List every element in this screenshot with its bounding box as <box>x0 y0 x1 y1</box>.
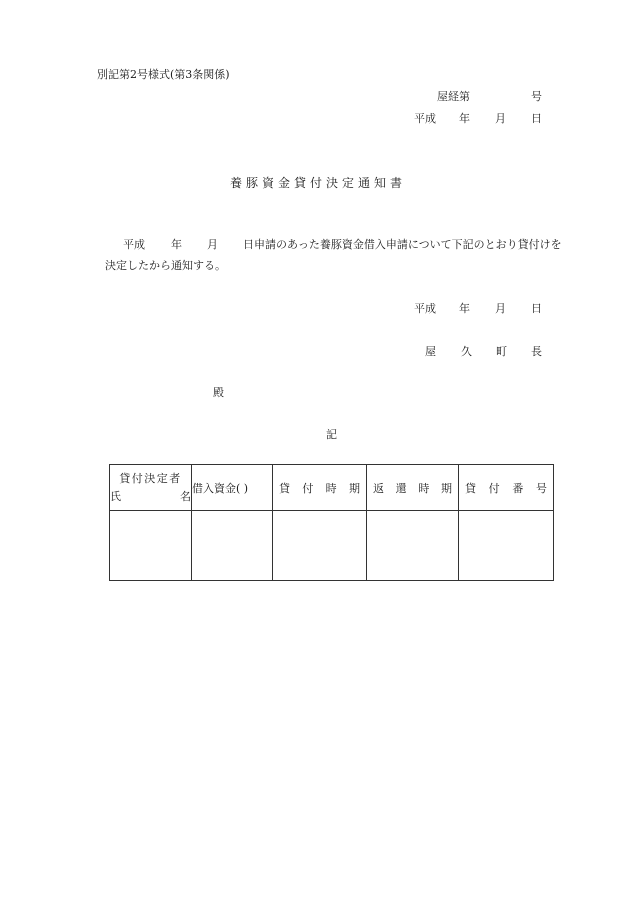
cell-loan-amount <box>192 511 273 581</box>
header-name-mei: 名 <box>180 489 191 503</box>
header-loan-no-char: 番 <box>512 481 524 495</box>
loan-decision-table <box>109 464 554 581</box>
body-text <box>105 234 565 276</box>
document-number-suffix: 号 <box>531 90 542 103</box>
header-loan-no-char: 号 <box>535 481 547 495</box>
header-name-shi: 氏 <box>110 489 121 503</box>
issue-date-year: 年 <box>459 302 470 315</box>
header-loan-number <box>459 465 554 511</box>
header-borrower-name-line2 <box>110 488 191 506</box>
header-date <box>0 110 630 124</box>
issuer-char-2: 久 <box>461 345 472 358</box>
body-text-main: 日申請のあった養豚資金借入申請について下記のとおり貸付けを決定したから通知する。 <box>105 238 562 272</box>
header-loan-no-char: 付 <box>488 481 500 495</box>
issue-date-era: 平成 <box>414 302 436 315</box>
issuer-char-3: 町 <box>496 345 507 358</box>
ki-label: 記 <box>326 428 337 441</box>
document-title: 養豚資金貸付決定通知書 <box>229 176 406 190</box>
cell-borrower-name <box>110 511 192 581</box>
cell-loan-number <box>459 511 554 581</box>
cell-loan-date <box>273 511 367 581</box>
addressee-honorific: 殿 <box>213 386 224 399</box>
header-loan-date-char: 付 <box>302 481 314 495</box>
header-borrower-name-line1: 貸付決定者 <box>119 471 182 485</box>
body-era: 平成 <box>123 238 145 251</box>
header-date-year: 年 <box>459 112 470 125</box>
header-repay-date-char: 期 <box>440 481 452 495</box>
header-repay-date-char: 時 <box>418 481 430 495</box>
issue-date-month: 月 <box>495 302 506 315</box>
header-date-month: 月 <box>495 112 506 125</box>
table-header-row <box>110 465 554 511</box>
issue-date-day: 日 <box>531 302 542 315</box>
form-label: 別記第2号様式(第3条関係) <box>97 68 230 81</box>
header-loan-amount: 借入資金( ) <box>192 465 273 511</box>
header-loan-no-char: 貸 <box>465 481 476 495</box>
table-row <box>110 511 554 581</box>
issuer <box>0 343 630 357</box>
header-loan-date-char: 貸 <box>279 481 290 495</box>
issuer-char-4: 長 <box>531 345 542 358</box>
header-date-day: 日 <box>531 112 542 125</box>
header-repayment-date <box>367 465 459 511</box>
header-loan-date <box>273 465 367 511</box>
header-loan-date-char: 期 <box>348 481 360 495</box>
issue-date <box>0 300 630 314</box>
header-repay-date-char: 還 <box>395 481 407 495</box>
issuer-char-1: 屋 <box>425 345 436 358</box>
header-repay-date-char: 返 <box>373 481 384 495</box>
body-year: 年 <box>171 238 182 251</box>
header-borrower-name <box>110 465 192 511</box>
header-loan-date-char: 時 <box>325 481 337 495</box>
header-date-era: 平成 <box>414 112 436 125</box>
cell-repayment-date <box>367 511 459 581</box>
document-number-prefix: 屋経第 <box>437 90 470 103</box>
body-month: 月 <box>207 238 218 251</box>
